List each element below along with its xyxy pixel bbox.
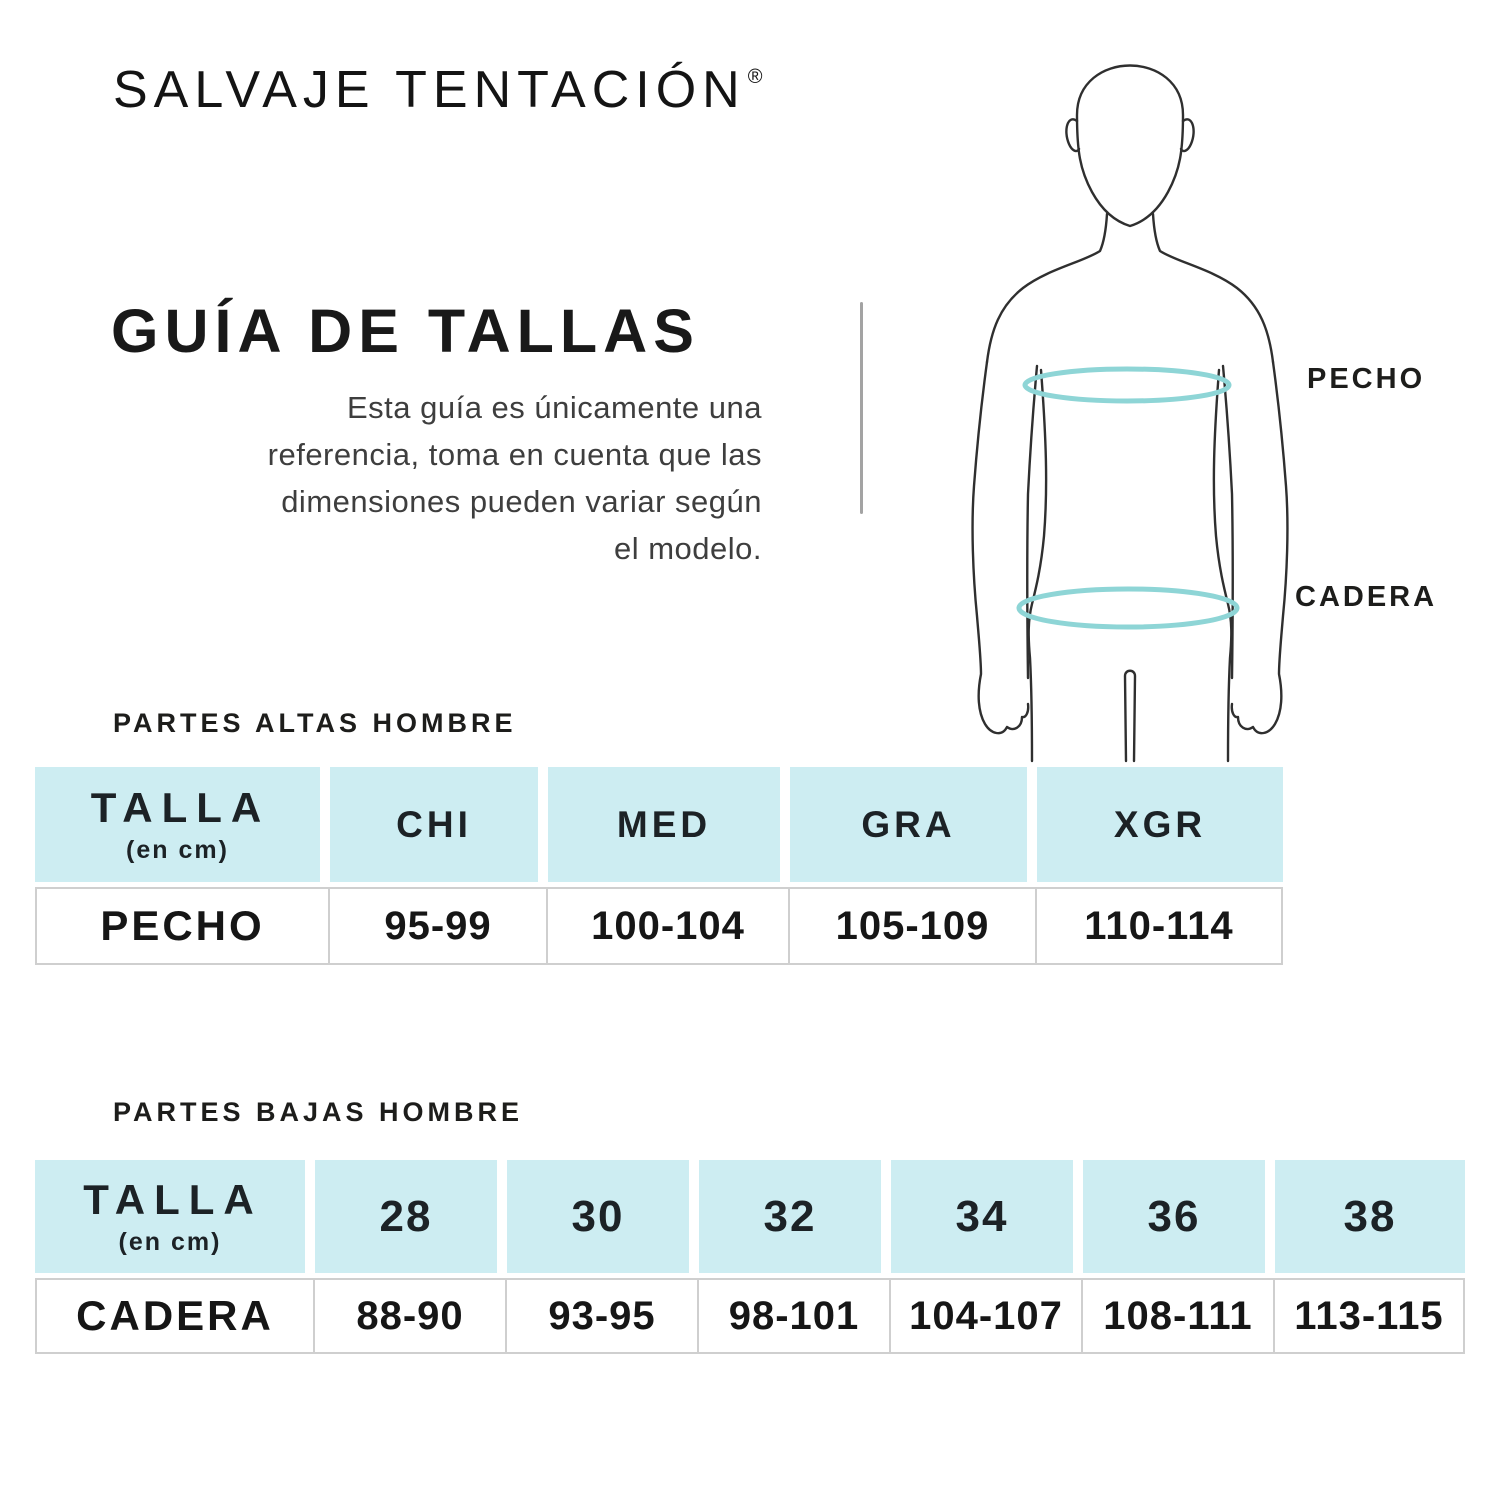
body-outline-illustration	[930, 18, 1330, 763]
chest-measurement-line	[1025, 369, 1229, 401]
lower-table-header-row	[35, 1160, 1465, 1273]
table-cell: 104-107	[891, 1278, 1083, 1354]
table-cell: 105-109	[790, 887, 1037, 965]
row-label-cadera: CADERA	[35, 1278, 315, 1354]
description-line: Esta guía es únicamente una	[346, 390, 762, 425]
table-cell: 93-95	[507, 1278, 699, 1354]
upper-sizes-table	[35, 767, 1283, 965]
size-label: TALLA	[83, 1175, 263, 1223]
chest-annotation-label: PECHO	[1307, 363, 1426, 395]
male-body-figure	[930, 18, 1330, 763]
size-label: TALLA	[90, 783, 271, 831]
column-header-36: 36	[1083, 1160, 1275, 1273]
hip-measurement-line	[1019, 589, 1237, 627]
size-header-cell	[35, 1160, 315, 1273]
description-line: referencia, toma en cuenta que las	[267, 437, 762, 472]
size-header-cell	[35, 767, 330, 882]
size-unit: (en cm)	[118, 1227, 222, 1256]
upper-table-header-row	[35, 767, 1283, 882]
size-unit: (en cm)	[126, 835, 229, 864]
lower-sizes-table	[35, 1160, 1465, 1354]
column-header-28: 28	[315, 1160, 507, 1273]
table-cell: 100-104	[548, 887, 790, 965]
column-header-34: 34	[891, 1160, 1083, 1273]
table-cell: 88-90	[315, 1278, 507, 1354]
lower-table-data-row	[35, 1278, 1465, 1354]
section-title-upper: PARTES ALTAS HOMBRE	[113, 708, 517, 738]
description-line: dimensiones pueden variar según	[281, 484, 762, 519]
table-cell: 98-101	[699, 1278, 891, 1354]
row-label-pecho: PECHO	[35, 887, 330, 965]
table-cell: 110-114	[1037, 887, 1283, 965]
hip-annotation-label: CADERA	[1295, 581, 1438, 613]
description-line: el modelo.	[613, 531, 762, 566]
column-header-32: 32	[699, 1160, 891, 1273]
table-cell: 108-111	[1083, 1278, 1275, 1354]
column-header-30: 30	[507, 1160, 699, 1273]
column-header-chi: CHI	[330, 767, 548, 882]
upper-table-data-row	[35, 887, 1283, 965]
table-cell: 95-99	[330, 887, 548, 965]
brand-name: SALVAJE TENTACIÓN	[113, 61, 746, 119]
column-header-38: 38	[1275, 1160, 1465, 1273]
brand-logo	[113, 60, 763, 120]
column-header-med: MED	[548, 767, 790, 882]
registered-mark: ®	[747, 66, 763, 88]
column-header-gra: GRA	[790, 767, 1037, 882]
table-cell: 113-115	[1275, 1278, 1465, 1354]
column-header-xgr: XGR	[1037, 767, 1283, 882]
section-title-lower: PARTES BAJAS HOMBRE	[113, 1097, 524, 1127]
page-title: GUÍA DE TALLAS	[111, 297, 700, 365]
guide-description	[58, 384, 762, 572]
vertical-divider	[860, 302, 863, 514]
